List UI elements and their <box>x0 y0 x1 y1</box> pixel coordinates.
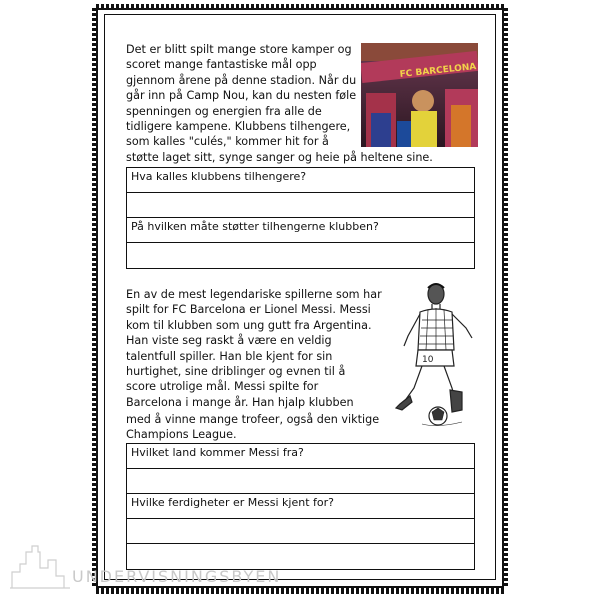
text-line: som kalles "culés," kommer hit for å <box>126 135 329 149</box>
text-line: En av de mest legendariske spillerne som har <box>126 288 382 301</box>
messi-sketch <box>392 280 477 428</box>
answer-row[interactable] <box>127 193 474 218</box>
messi-paragraph-end <box>126 412 416 443</box>
text-line: score utrolige mål. Messi spilte for <box>126 380 319 394</box>
question-table-fans <box>126 167 475 269</box>
question-row: Hva kalles klubbens tilhengere? <box>127 168 474 193</box>
question-row: Hvilket land kommer Messi fra? <box>127 444 474 469</box>
text-line: scoret mange fantastiske mål opp <box>126 58 317 72</box>
answer-row[interactable] <box>127 544 474 569</box>
text-line: Champions League. <box>126 428 237 442</box>
text-line: spilt for FC Barcelona er Lionel Messi. Messi <box>126 303 371 317</box>
jersey-number: 10 <box>422 355 434 365</box>
text-line: Det er blitt spilt mange store kamper og <box>126 43 352 56</box>
stadium-paragraph-end <box>126 150 466 165</box>
text-line: spenningen og energien fra alle de <box>126 104 322 118</box>
answer-row[interactable] <box>127 519 474 544</box>
stadium-paragraph <box>126 42 358 150</box>
answer-row[interactable] <box>127 469 474 494</box>
text-line: støtte laget sitt, synge sanger og heie på heltene sine. <box>126 151 433 164</box>
question-row: Hvilke ferdigheter er Messi kjent for? <box>127 494 474 519</box>
text-line: hurtighet, sine driblinger og evnen til å <box>126 365 346 379</box>
text-line: går inn på Camp Nou, kan du nesten føle <box>126 89 357 103</box>
question-table-messi <box>126 443 475 570</box>
text-line: talentfull spiller. Han ble kjent for sin <box>126 349 333 363</box>
text-line: tidligere kampene. Klubbens tilhengere, <box>126 120 351 134</box>
messi-paragraph <box>126 287 391 410</box>
text-line: Han viste seg raskt å være en veldig <box>126 334 332 348</box>
fans-photo <box>361 43 478 147</box>
text-line: gjennom årene på denne stadion. Når du <box>126 73 357 87</box>
answer-row[interactable] <box>127 243 474 268</box>
question-row: På hvilken måte støtter tilhengerne klubben? <box>127 218 474 243</box>
scarf-text: FC BARCELONA <box>399 62 477 81</box>
text-line: med å vinne mange trofeer, også den viktige <box>126 413 380 426</box>
watermark-text: UNDERVISNINGSBYEN <box>72 567 282 586</box>
text-line: Barcelona i mange år. Han hjalp klubben <box>126 395 354 409</box>
text-line: kom til klubben som ung gutt fra Argentina. <box>126 318 372 332</box>
city-skyline-icon <box>10 542 70 590</box>
